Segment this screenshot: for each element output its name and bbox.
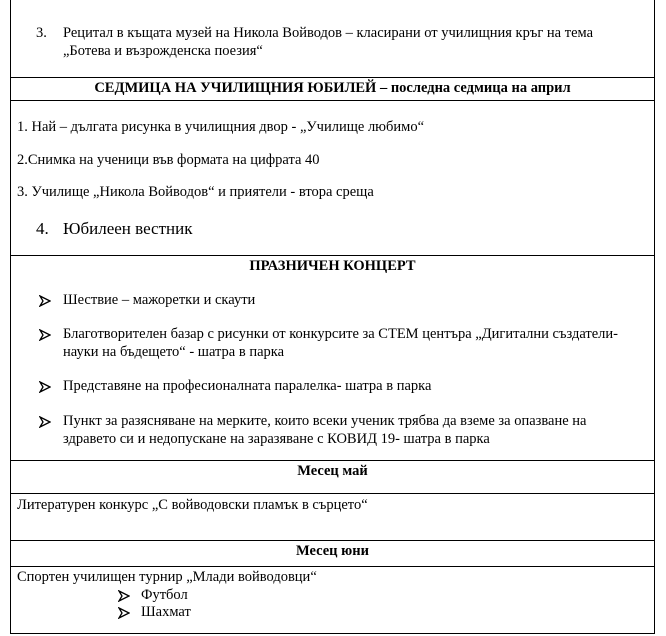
- concert-bullet-2-line1: Благотворителен базар с рисунки от конкурсите за СТЕМ центъра „Дигитални създатели-: [63, 326, 618, 342]
- concert-bullet-3-line1: Представяне на професионалната паралелка- шатра в парка: [63, 378, 432, 394]
- table-divider: [11, 100, 654, 101]
- table-divider: [11, 493, 654, 494]
- jubilee-item-4-text: Юбилеен вестник: [63, 219, 193, 238]
- table-divider: [11, 77, 654, 78]
- june-sub-item-football: Футбол: [141, 587, 188, 603]
- june-heading: Месец юни: [296, 543, 369, 559]
- jubilee-item-4-number: 4.: [36, 219, 49, 238]
- arrow-bullet-icon: [39, 416, 51, 428]
- arrow-bullet-icon: [118, 590, 130, 602]
- intro-item-line2: „Ботева и възрожденска поезия“: [63, 43, 263, 59]
- table-divider: [11, 460, 654, 461]
- jubilee-item-2: 2.Снимка на ученици във формата на цифрата 40: [17, 152, 320, 168]
- intro-item-line1: Рецитал в къщата музей на Никола Войводов – класирани от училищния кръг на тема: [63, 25, 594, 41]
- jubilee-week-heading: СЕДМИЦА НА УЧИЛИЩНИЯ ЮБИЛЕЙ – последна седмица на април: [94, 80, 571, 96]
- june-text: Спортен училищен турнир „Млади войводовци“: [17, 569, 317, 585]
- jubilee-item-1: 1. Най – дългата рисунка в училищния двор - „Училище любимо“: [17, 119, 425, 135]
- table-divider: [11, 255, 654, 256]
- concert-bullet-4-line1: Пункт за разясняване на мерките, които всеки ученик трябва да вземе за опазване на: [63, 413, 587, 429]
- concert-bullet-1-line1: Шествие – мажоретки и скаути: [63, 292, 256, 308]
- program-table: [10, 0, 655, 634]
- table-divider: [11, 540, 654, 541]
- arrow-bullet-icon: [39, 295, 51, 307]
- jubilee-item-3: 3. Училище „Никола Войводов“ и приятели - втора среща: [17, 184, 374, 200]
- arrow-bullet-icon: [118, 607, 130, 619]
- arrow-bullet-icon: [39, 329, 51, 341]
- may-text: Литературен конкурс „С войводовски пламък в сърцето“: [17, 497, 368, 513]
- concert-bullet-2-line2: науки на бъдещето“ - шатра в парка: [63, 344, 285, 360]
- intro-item-number: 3.: [36, 25, 47, 41]
- arrow-bullet-icon: [39, 381, 51, 393]
- table-divider: [11, 566, 654, 567]
- june-sub-item-chess: Шахмат: [141, 604, 191, 620]
- concert-bullet-4-line2: здравето си и недопускане на заразяване с КОВИД 19- шатра в парка: [63, 431, 490, 447]
- may-heading: Месец май: [297, 463, 368, 479]
- concert-heading: ПРАЗНИЧЕН КОНЦЕРТ: [249, 258, 416, 274]
